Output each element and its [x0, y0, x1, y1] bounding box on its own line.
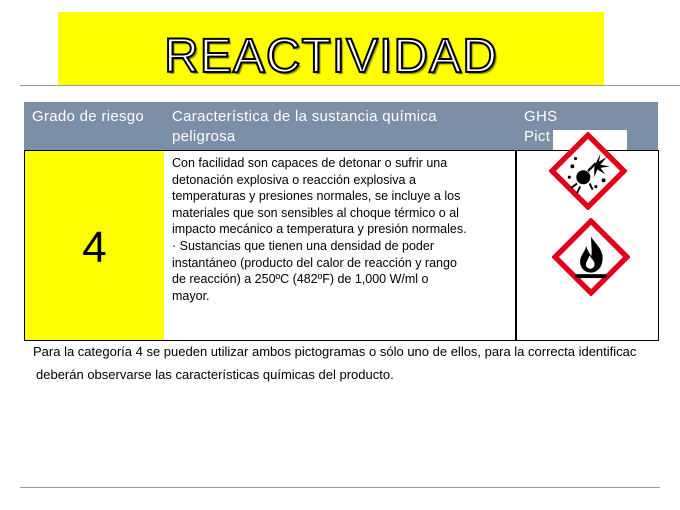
header-grade: Grado de riesgo	[32, 108, 145, 125]
description-cell	[164, 150, 516, 341]
header-ghs: GHS Pict	[524, 108, 558, 145]
bottom-divider	[20, 487, 660, 488]
note-line-2: deberán observarse las características químicas del producto.	[36, 367, 394, 382]
title-banner	[58, 12, 604, 86]
page-title: REACTIVIDAD	[164, 30, 498, 83]
grade-value: 4	[82, 223, 107, 272]
header-characteristic: Característica de la sustancia química peligrosa	[172, 108, 437, 145]
note-line-1: Para la categoría 4 se pueden utilizar ambos pictogramas o sólo uno de ellos, para la correcta identificac	[33, 344, 637, 359]
top-divider	[20, 85, 680, 86]
flame-icon	[552, 218, 630, 296]
grade-cell	[24, 150, 165, 341]
description-text: Con facilidad son capaces de detonar o sufrir una detonación explosiva o reacción explosiva a temperaturas y presiones normales, se incluye a los materiales que son sensibles al choque térmico o al impacto mecánico a temperatura y presión normales. · Sustancias que tienen una densidad de poder instantáneo (producto del calor de reacción y rango de reacción) a 250ºC (482ºF) de 1,000 W/ml o mayor.	[172, 156, 467, 303]
exploding-bomb-icon	[549, 132, 627, 210]
